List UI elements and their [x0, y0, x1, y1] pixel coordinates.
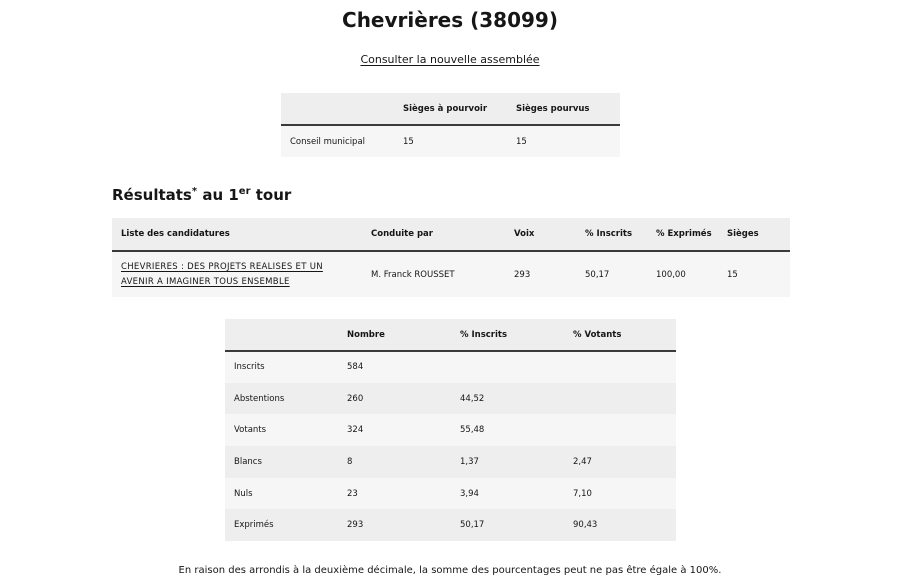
stats-pct-registered: 55,48 — [460, 425, 485, 436]
stats-pct-voters: 7,10 — [573, 488, 592, 499]
participation-header-row — [225, 319, 676, 351]
stats-label: Exprimés — [234, 520, 274, 531]
results-heading-prefix: Résultats — [112, 186, 192, 204]
candidate-pct-registered: 50,17 — [585, 269, 610, 280]
stats-label: Abstentions — [234, 393, 285, 404]
assembly-link-wrapper — [0, 53, 900, 66]
candidates-header-row — [112, 218, 790, 251]
seats-row-to-fill: 15 — [403, 136, 414, 147]
candidate-pct-expressed: 100,00 — [656, 269, 686, 280]
results-heading-sup: er — [238, 186, 251, 197]
page-title: Chevrières (38099) — [342, 8, 558, 32]
table-row — [112, 251, 790, 297]
candidate-votes: 293 — [514, 269, 531, 280]
stats-pct-voters — [564, 414, 676, 446]
table-row — [225, 446, 676, 478]
seats-row-filled: 15 — [516, 136, 527, 147]
stats-pct-registered — [451, 351, 564, 383]
stats-count: 8 — [347, 456, 353, 467]
stats-label: Votants — [234, 425, 267, 436]
stats-header-pct-registered: % Inscrits — [460, 329, 508, 340]
table-row — [281, 125, 620, 157]
stats-pct-registered: 50,17 — [460, 520, 485, 531]
seats-table-header-row — [281, 93, 620, 125]
new-assembly-link[interactable]: Consulter la nouvelle assemblée — [360, 53, 540, 66]
stats-header-pct-voters: % Votants — [573, 329, 622, 340]
participation-table — [225, 319, 676, 541]
candidates-table — [112, 218, 790, 297]
header-votes: Voix — [514, 229, 535, 239]
stats-pct-voters: 90,43 — [573, 520, 598, 531]
stats-label: Inscrits — [234, 362, 265, 373]
results-heading — [112, 186, 291, 204]
header-pct-expressed: % Exprimés — [656, 229, 712, 239]
rounding-footnote: En raison des arrondis à la deuxième décimale, la somme des pourcentages peut ne pas être égale à 100%. — [178, 565, 722, 576]
table-row — [225, 383, 676, 415]
table-row — [225, 509, 676, 541]
seats-header-filled: Sièges pourvus — [516, 103, 590, 114]
results-heading-star: * — [191, 186, 198, 197]
stats-pct-voters: 2,47 — [573, 456, 592, 467]
results-heading-suffix: tour — [250, 186, 292, 204]
table-row — [225, 478, 676, 510]
stats-pct-registered: 1,37 — [460, 456, 479, 467]
candidate-list-cell — [112, 251, 362, 297]
stats-pct-voters — [564, 351, 676, 383]
stats-pct-registered: 44,52 — [460, 393, 485, 404]
stats-count: 324 — [347, 425, 364, 436]
table-row — [225, 351, 676, 383]
stats-pct-registered: 3,94 — [460, 488, 479, 499]
stats-label: Nuls — [234, 488, 253, 499]
stats-label: Blancs — [234, 456, 262, 467]
stats-pct-voters — [564, 383, 676, 415]
results-heading-mid: au 1 — [197, 186, 239, 204]
seats-header-empty — [281, 93, 394, 125]
stats-count: 260 — [347, 393, 364, 404]
table-row — [225, 414, 676, 446]
stats-count: 23 — [347, 488, 358, 499]
candidate-list-link[interactable]: CHEVRIERES : DES PROJETS REALISES ET UN AVENIR A IMAGINER TOUS ENSEMBLE — [121, 261, 323, 287]
seats-row-label: Conseil municipal — [290, 136, 366, 147]
stats-count: 293 — [347, 520, 364, 531]
stats-header-empty — [225, 319, 338, 351]
stats-header-count: Nombre — [347, 329, 385, 340]
candidate-seats: 15 — [727, 269, 738, 280]
seats-table — [281, 93, 620, 157]
header-pct-registered: % Inscrits — [585, 229, 633, 239]
stats-count: 584 — [347, 362, 364, 373]
candidate-leader: M. Franck ROUSSET — [371, 269, 455, 280]
header-seats: Sièges — [727, 229, 759, 239]
header-list: Liste des candidatures — [121, 229, 230, 239]
header-leader: Conduite par — [371, 229, 433, 239]
seats-header-to-fill: Sièges à pourvoir — [403, 103, 488, 114]
